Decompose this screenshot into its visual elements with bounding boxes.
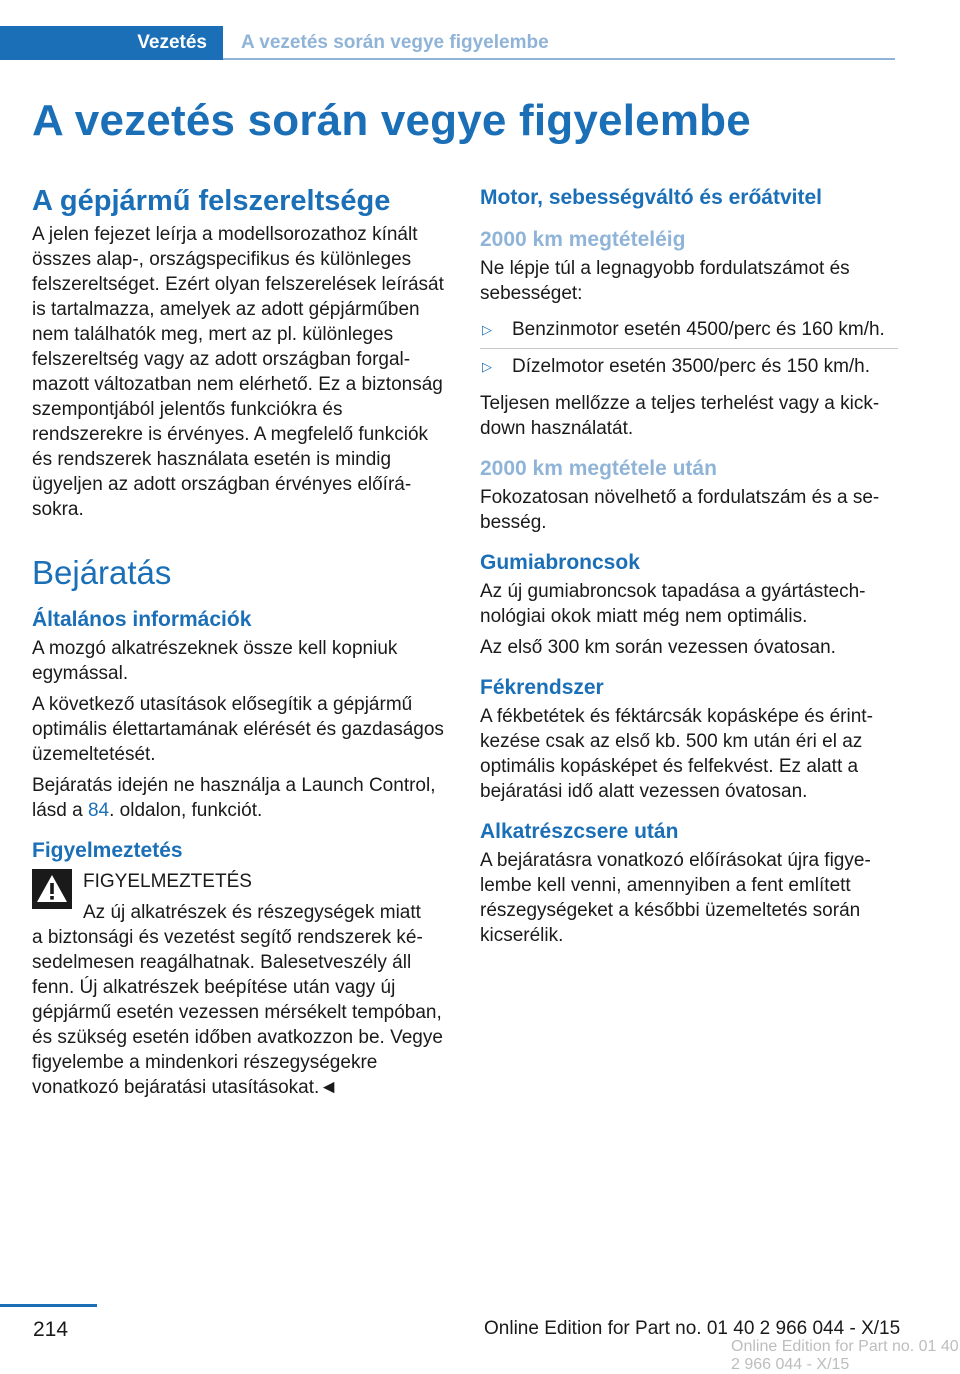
list-item-text: Benzinmotor esetén 4500/perc és 160 km/h.: [512, 319, 885, 340]
after-heading: 2000 km megtétele után: [480, 457, 717, 480]
breakin-heading: Bejáratás: [32, 554, 172, 591]
page-reference-link[interactable]: 84: [87, 800, 110, 821]
triangle-bullet-icon: ▷: [482, 359, 492, 374]
warning-heading: Figyelmeztetés: [32, 839, 183, 862]
warning-rest: a biztonsági és vezetést segítő rendszerek késedelmesen reagálhatnak. Balesetveszély áll fenn. Új alkatrészek beépítése után vagy új gépjármű esetén vezessen mérsékelt tempóban, és szükség esetén időben avatkozzon be. Vegye figyelembe a mindenkori részegységekre vonatkozó bejáratási utasításokat.◄: [32, 927, 443, 1098]
equipment-text: A jelen fejezet leírja a modellsorozathoz kínált összes alap-, országspecifikus és különleges felszereltséget. Ezért olyan felszerelések leírását is tartalmazza, amelyek az adott gépjárműben nem találhatók meg, mert az pl. különleges felszereltség vagy az adott országban forgalmazott változatban nem elérhető. Ez a biztonság szempontjából jelentős funkciókra és rendszerekre is érvényes. A megfelelő funkciók és rendszerek használata esetén is mindig ügyeljen az adott országban érvényes előírásokra.: [32, 224, 444, 520]
triangle-bullet-icon: ▷: [482, 322, 492, 337]
list-item-text: Dízelmotor esetén 3500/perc és 150 km/h.: [512, 356, 871, 377]
until-text: Ne lépje túl a legnagyobb fordulatszámot és sebességet:: [480, 258, 850, 304]
general-paragraph-1: A mozgó alkatrészeknek össze kell kopniuk egymással.: [32, 638, 398, 684]
tyres-heading: Gumiabroncsok: [480, 551, 640, 574]
header-tabs: [0, 26, 895, 60]
warning-first-line: Az új alkatrészek és részegységek miatt: [83, 902, 421, 923]
warning-label: FIGYELMEZTETÉS: [83, 871, 252, 892]
until-heading: 2000 km megtételéig: [480, 228, 686, 251]
engine-heading: Motor, sebességváltó és erőátvitel: [480, 186, 822, 209]
general-p3-before: Bejáratás idején ne használja a Launch Control, lásd a: [32, 775, 436, 821]
edition-text: Online Edition for Part no. 01 40 2 966 044 - X/15: [484, 1318, 901, 1339]
right-column: [480, 182, 898, 954]
subsection-tab[interactable]: A vezetés során vegye figyelembe: [241, 32, 549, 53]
parts-heading: Alkatrészcsere után: [480, 820, 679, 843]
after-text: Fokozatosan növelhető a fordulatszám és a sebesség.: [480, 487, 880, 533]
page-title: A vezetés során vegye figyelembe: [32, 96, 751, 145]
tyres-paragraph-1: Az új gumiabroncsok tapadása a gyártástechnológiai okok miatt még nem optimális.: [480, 581, 866, 627]
tyres-paragraph-2: Az első 300 km során vezessen óvatosan.: [480, 637, 836, 658]
general-heading: Általános információk: [32, 608, 252, 631]
general-paragraph-3: [32, 773, 450, 823]
watermark: Online Edition for Part no. 01 40 2 966 044 - X/15: [731, 1338, 959, 1373]
kickdown-text: Teljesen mellőzze a teljes terhelést vagy a kick-down használatát.: [480, 393, 880, 439]
general-p3-after: . oldalon, funkciót.: [109, 800, 263, 821]
equipment-heading: A gépjármű felszereltsége: [32, 185, 391, 217]
warning-triangle-icon: [32, 869, 72, 909]
brakes-text: A fékbetétek és féktárcsák kopásképe és érintkezése csak az első kb. 500 km után éri el az optimális kopásképet és felfekvést. Ez alatt a bejáratási idő alatt vezessen óvatosan.: [480, 706, 873, 802]
warning-box: [32, 869, 450, 1100]
section-tab[interactable]: Vezetés: [0, 26, 223, 60]
brakes-heading: Fékrendszer: [480, 676, 604, 699]
list-item: [480, 312, 898, 349]
parts-text: A bejáratásra vonatkozó előírásokat újra figyelembe kell venni, amennyiben a fent említett részegységeket a későbbi üzemeltetés során kicserélik.: [480, 850, 871, 946]
left-column: [32, 182, 450, 1100]
list-item: [480, 349, 898, 385]
warning-text: [32, 900, 450, 1100]
footer-divider: [0, 1304, 97, 1307]
general-paragraph-2: A következő utasítások elősegítik a gépjármű optimális élettartamának elérését és gazdaságos üzemeltetését.: [32, 694, 444, 765]
header-divider: [223, 58, 895, 60]
page-number: 214: [33, 1318, 69, 1341]
limits-list: [480, 312, 898, 385]
